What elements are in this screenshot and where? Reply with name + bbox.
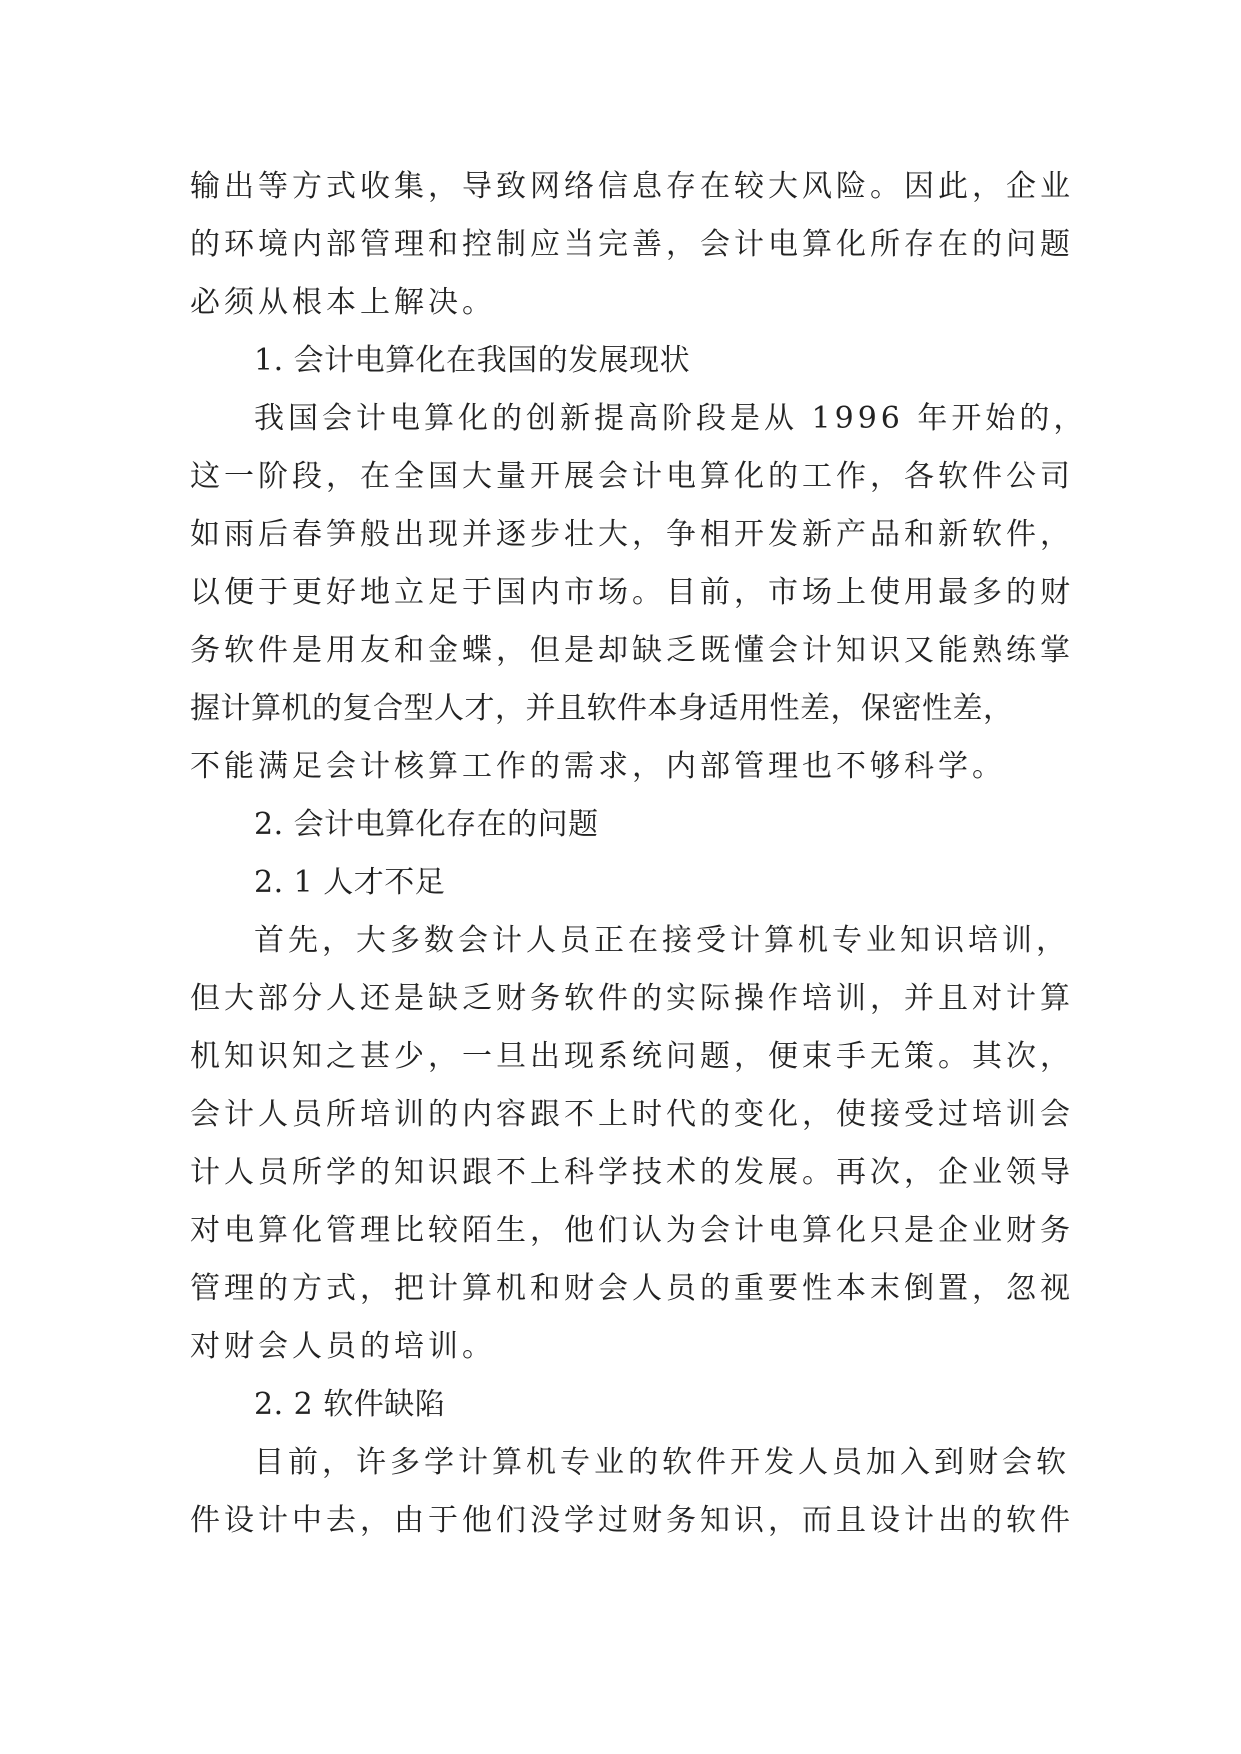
paragraph-line: 计人员所学的知识跟不上科学技术的发展。再次，企业领导 [190,1155,1074,1190]
paragraph-line: 务软件是用友和金蝶，但是却缺乏既懂会计知识又能熟练掌 [190,633,1074,668]
paragraph-line: 不能满足会计核算工作的需求，内部管理也不够科学。 [190,749,1006,784]
subsection-heading: 2. 1 人才不足 [254,865,446,900]
paragraph-line: 会计人员所培训的内容跟不上时代的变化，使接受过培训会 [190,1097,1074,1132]
paragraph-line: 管理的方式，把计算机和财会人员的重要性本末倒置，忽视 [190,1271,1074,1306]
paragraph-line: 对财会人员的培训。 [190,1329,496,1364]
paragraph-line: 输出等方式收集，导致网络信息存在较大风险。因此，企业 [190,169,1074,204]
section-heading: 1. 会计电算化在我国的发展现状 [254,343,691,378]
paragraph-line: 目前，许多学计算机专业的软件开发人员加入到财会软 [254,1445,1070,1480]
paragraph-line: 这一阶段，在全国大量开展会计电算化的工作，各软件公司 [190,459,1074,494]
paragraph-line: 以便于更好地立足于国内市场。目前，市场上使用最多的财 [190,575,1074,610]
paragraph-line: 机知识知之甚少，一旦出现系统问题，便束手无策。其次， [190,1039,1074,1074]
paragraph-line: 必须从根本上解决。 [190,285,496,320]
subsection-heading: 2. 2 软件缺陷 [254,1387,446,1422]
paragraph-line: 握计算机的复合型人才，并且软件本身适用性差，保密性差， [190,691,1014,726]
paragraph-line: 首先，大多数会计人员正在接受计算机专业知识培训， [254,923,1070,958]
paragraph-line: 但大部分人还是缺乏财务软件的实际操作培训，并且对计算 [190,981,1074,1016]
document-body [190,158,1088,1550]
paragraph-line: 如雨后春笋般出现并逐步壮大，争相开发新产品和新软件， [190,517,1074,552]
paragraph-line: 件设计中去，由于他们没学过财务知识，而且设计出的软件 [190,1503,1074,1538]
section-heading: 2. 会计电算化存在的问题 [254,807,599,842]
paragraph-line: 的环境内部管理和控制应当完善，会计电算化所存在的问题 [190,227,1074,262]
paragraph-line: 对电算化管理比较陌生，他们认为会计电算化只是企业财务 [190,1213,1074,1248]
paragraph-line: 我国会计电算化的创新提高阶段是从 1996 年开始的， [254,401,1088,436]
